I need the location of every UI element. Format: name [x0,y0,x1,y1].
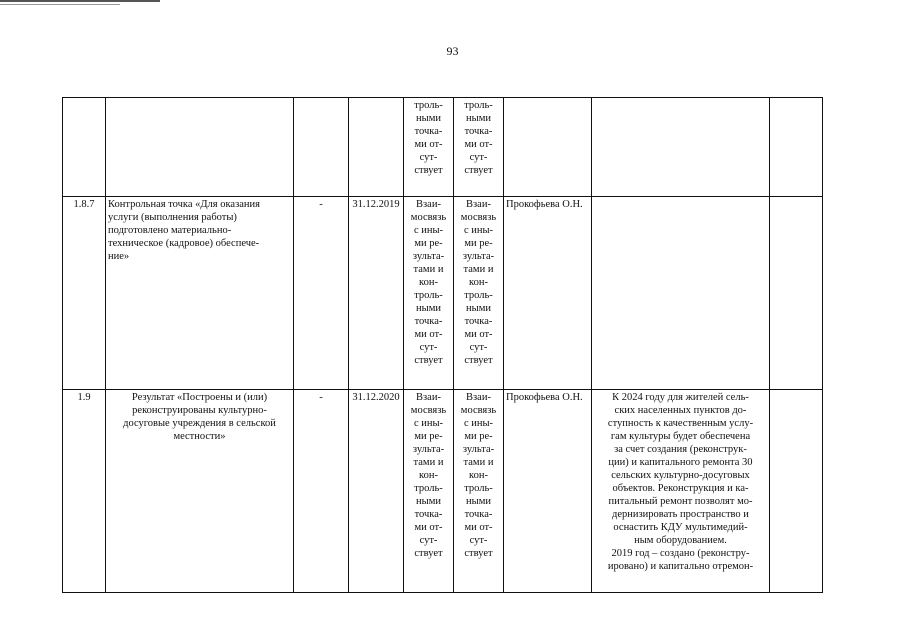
row-relation-2-line: Взаи- [466,199,491,210]
row-relation-1-line: ствует [414,165,443,176]
row-description-line: местности» [173,431,226,442]
row-description-line: подготовлено материально- [108,225,232,236]
row-relation-2-line: ствует [464,165,493,176]
row-date: 31.12.2020 [349,390,404,593]
row-relation-1-line: зульта- [412,444,445,455]
row-comment-line: объектов. Реконструкция и ка- [612,483,749,494]
row-relation-2-line: с ины- [463,225,494,236]
table-row [63,197,823,390]
row-relation-1-line: сут- [419,152,438,163]
row-relation-1-line: ми ре- [414,238,443,249]
row-responsible [504,98,592,197]
row-relation-2-line: тами и [463,264,494,275]
row-relation-1-line: ными [416,303,441,314]
row-extra [770,197,823,390]
row-relation-1-line: Взаи- [416,392,441,403]
row-relation-1-line: ми ре- [414,431,443,442]
row-number: 1.8.7 [63,197,106,390]
row-relation-1 [404,390,454,593]
row-relation-2-line: тами и [463,457,494,468]
row-comment-line: питальный ремонт позволят мо- [608,496,753,507]
row-comment-line: 2019 год – создано (реконстру- [611,548,750,559]
row-relation-1-line: ми от- [414,139,443,150]
row-relation-2-line: троль- [464,290,493,301]
row-description [106,98,294,197]
row-description [106,197,294,390]
row-relation-1-line: тами и [413,457,444,468]
row-relation-2 [454,197,504,390]
row-relation-1-line: ствует [414,548,443,559]
row-relation-2-line: мосвязь [460,405,497,416]
row-relation-2-line: кон- [469,470,488,481]
row-relation-1-line: ными [416,113,441,124]
top-edge-rule-thin [0,4,120,5]
row-relation-1-line: ми от- [414,522,443,533]
row-number [63,98,106,197]
row-description-line: Контрольная точка «Для оказания [108,199,260,210]
row-relation-1-line: зульта- [412,251,445,262]
row-description-line: услуги (выполнения работы) [108,212,237,223]
row-dash: - [294,197,349,390]
row-relation-2-line: зульта- [462,444,495,455]
row-relation-2-line: точка- [464,316,493,327]
row-comment-line: ным оборудованием. [634,535,727,546]
row-relation-1-line: сут- [419,342,438,353]
row-dash: - [294,390,349,593]
row-relation-1-line: Взаи- [416,199,441,210]
row-relation-2-line: сут- [469,535,488,546]
row-relation-2-line: с ины- [463,418,494,429]
page-number: 93 [446,44,459,58]
table-row [63,390,823,593]
row-relation-1-line: с ины- [413,225,444,236]
row-comment-line: ских населенных пунктов до- [614,405,747,416]
row-relation-2-line: зульта- [462,251,495,262]
row-relation-2-line: ными [466,496,491,507]
row-relation-1-line: ными [416,496,441,507]
row-comment-line: дернизировать пространство и [612,509,749,520]
row-relation-2-line: ми от- [464,522,493,533]
row-description-line: досуговые учреждения в сельской [123,418,276,429]
row-number: 1.9 [63,390,106,593]
row-relation-2-line: ми ре- [464,431,493,442]
row-relation-1-line: мосвязь [410,405,447,416]
row-relation-1-line: с ины- [413,418,444,429]
row-responsible: Прокофьева О.Н. [504,390,592,593]
row-description-line: Результат «Построены и (или) [131,392,268,403]
row-relation-1-line: кон- [419,277,438,288]
row-relation-2-line: кон- [469,277,488,288]
row-relation-1-line: точка- [414,509,443,520]
row-relation-2-line: ными [466,113,491,124]
top-edge-rule [0,0,160,2]
row-relation-1-line: ми от- [414,329,443,340]
row-relation-1 [404,197,454,390]
row-relation-2-line: ми от- [464,329,493,340]
row-relation-2-line: ми ре- [464,238,493,249]
row-comment-line: сельских культурно-досуговых [611,470,750,481]
row-comment [592,98,770,197]
row-relation-2-line: Взаи- [466,392,491,403]
row-comment-line: ировано) и капитально отремон- [607,561,754,572]
row-relation-2 [454,390,504,593]
row-relation-1-line: сут- [419,535,438,546]
row-relation-1-line: кон- [419,470,438,481]
row-relation-1-line: точка- [414,316,443,327]
row-date: 31.12.2019 [349,197,404,390]
row-responsible: Прокофьева О.Н. [504,197,592,390]
row-relation-1-line: троль- [414,100,443,111]
row-comment [592,390,770,593]
row-relation-2-line: ми от- [464,139,493,150]
row-extra [770,98,823,197]
row-comment-line: оснастить КДУ мультимедий- [613,522,748,533]
row-relation-2-line: мосвязь [460,212,497,223]
row-comment-line: за счет создания (реконструк- [614,444,747,455]
row-extra [770,390,823,593]
row-description [106,390,294,593]
row-relation-1-line: ствует [414,355,443,366]
row-relation-2-line: ствует [464,355,493,366]
row-relation-2-line: сут- [469,342,488,353]
row-comment-line: гам культуры будет обеспечена [610,431,751,442]
row-relation-1-line: точка- [414,126,443,137]
row-relation-1-line: тами и [413,264,444,275]
row-description-line: реконструированы культурно- [132,405,267,416]
row-comment [592,197,770,390]
row-relation-2-line: точка- [464,126,493,137]
row-relation-2 [454,98,504,197]
row-relation-1 [404,98,454,197]
row-relation-1-line: мосвязь [410,212,447,223]
plan-table [62,97,823,593]
row-relation-2-line: троль- [464,100,493,111]
row-description-line: техническое (кадровое) обеспече- [108,238,260,249]
row-description-line: ние» [108,251,130,262]
row-relation-2-line: ными [466,303,491,314]
table-row [63,98,823,197]
row-comment-line: К 2024 году для жителей сель- [612,392,749,403]
row-relation-2-line: троль- [464,483,493,494]
row-relation-1-line: троль- [414,483,443,494]
row-comment-line: ции) и капитального ремонта 30 [608,457,753,468]
row-relation-2-line: сут- [469,152,488,163]
row-relation-2-line: ствует [464,548,493,559]
row-comment-line: ступность к качественным услу- [607,418,754,429]
row-relation-2-line: точка- [464,509,493,520]
row-date [349,98,404,197]
row-dash [294,98,349,197]
row-relation-1-line: троль- [414,290,443,301]
